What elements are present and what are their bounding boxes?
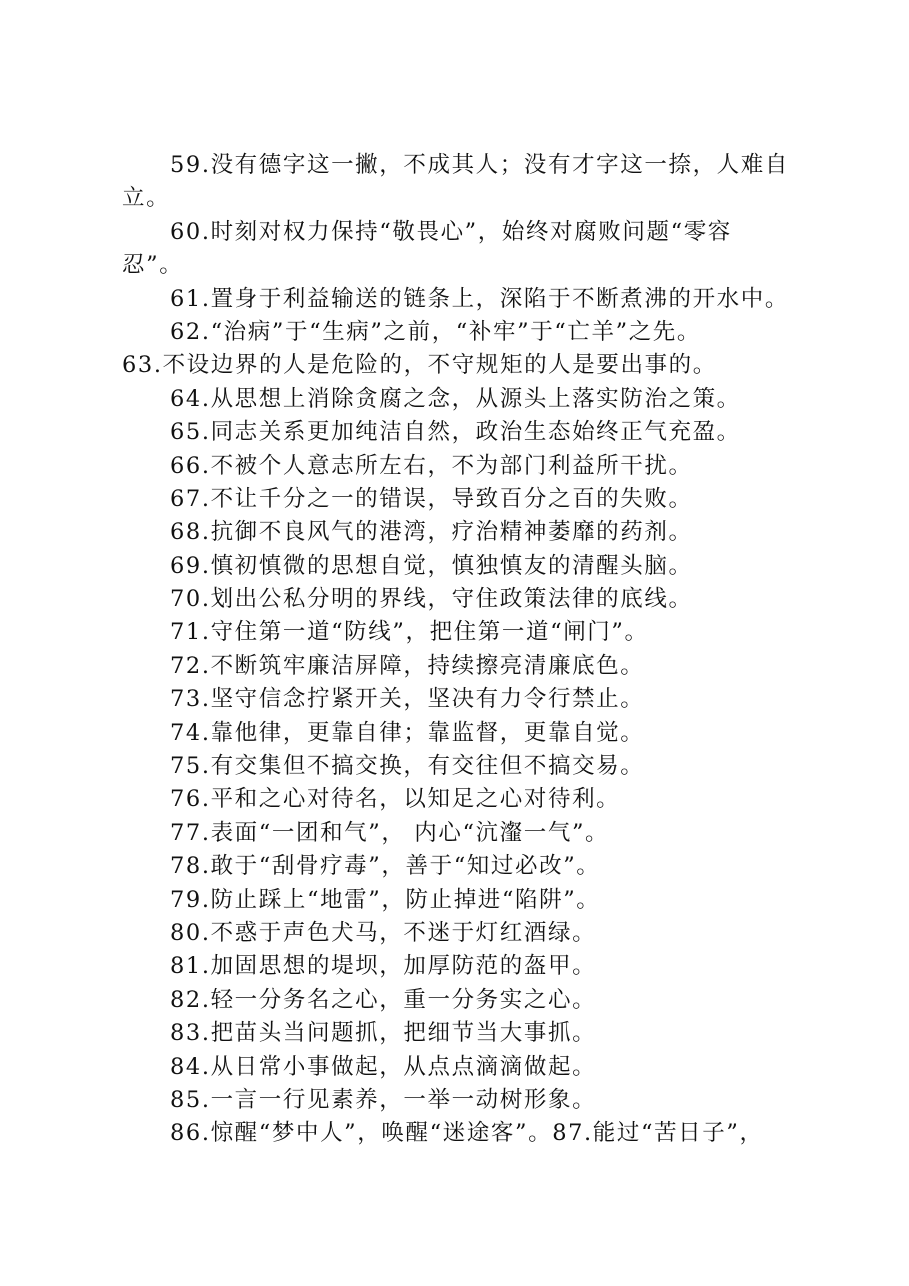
text-line: 75.有交集但不搞交换，有交往但不搞交易。 — [170, 753, 645, 780]
text-line: 忍”。 — [122, 252, 184, 279]
document-body — [122, 149, 812, 1151]
text-line: 86.惊醒“梦中人”，唤醒“迷途客”。87.能过“苦日子”， — [170, 1120, 764, 1147]
text-line: 80.不惑于声色犬马，不迷于灯红酒绿。 — [170, 919, 597, 946]
text-line: 79.防止踩上“地雷”，防止掉进“陷阱”。 — [170, 886, 601, 913]
text-line: 73.坚守信念拧紧开关，坚决有力令行禁止。 — [170, 686, 645, 713]
text-line: 82.轻一分务名之心，重一分务实之心。 — [170, 986, 597, 1013]
text-line: 72.不断筑牢廉洁屏障，持续擦亮清廉底色。 — [170, 652, 645, 679]
text-line: 60.时刻对权力保持“敬畏心”，始终对腐败问题“零容 — [170, 218, 732, 245]
text-line: 68.抗御不良风气的港湾，疗治精神萎靡的药剂。 — [170, 519, 693, 546]
text-line: 67.不让千分之一的错误，导致百分之百的失败。 — [170, 485, 693, 512]
text-line: 70.划出公私分明的界线，守住政策法律的底线。 — [170, 586, 693, 613]
text-line: 63.不设边界的人是危险的，不守规矩的人是要出事的。 — [122, 352, 717, 379]
text-line: 77.表面“一团和气”， 内心“沆瀣一气”。 — [170, 819, 610, 846]
text-line: 71.守住第一道“防线”，把住第一道“闸门”。 — [170, 619, 649, 646]
text-line: 78.敢于“刮骨疗毒”，善于“知过必改”。 — [170, 853, 601, 880]
text-line: 61.置身于利益输送的链条上，深陷于不断煮沸的开水中。 — [170, 285, 789, 312]
text-line: 76.平和之心对待名，以知足之心对待利。 — [170, 786, 621, 813]
text-line: 64.从思想上消除贪腐之念，从源头上落实防治之策。 — [170, 385, 741, 412]
text-line: 74.靠他律，更靠自律；靠监督，更靠自觉。 — [170, 719, 645, 746]
text-line: 66.不被个人意志所左右，不为部门利益所干扰。 — [170, 452, 693, 479]
text-line: 62.“治病”于“生病”之前，“补牢”于“亡羊”之先。 — [170, 318, 702, 345]
text-line: 84.从日常小事做起，从点点滴滴做起。 — [170, 1053, 597, 1080]
text-line: 立。 — [122, 185, 171, 212]
text-line: 65.同志关系更加纯洁自然，政治生态始终正气充盈。 — [170, 419, 741, 446]
text-line: 59.没有德字这一撇，不成其人；没有才字这一捺，人难自 — [170, 152, 789, 178]
text-line: 81.加固思想的堤坝，加厚防范的盔甲。 — [170, 953, 597, 980]
text-line: 85.一言一行见素养，一举一动树形象。 — [170, 1086, 597, 1113]
text-line: 69.慎初慎微的思想自觉，慎独慎友的清醒头脑。 — [170, 552, 693, 579]
text-line: 83.把苗头当问题抓，把细节当大事抓。 — [170, 1020, 597, 1047]
